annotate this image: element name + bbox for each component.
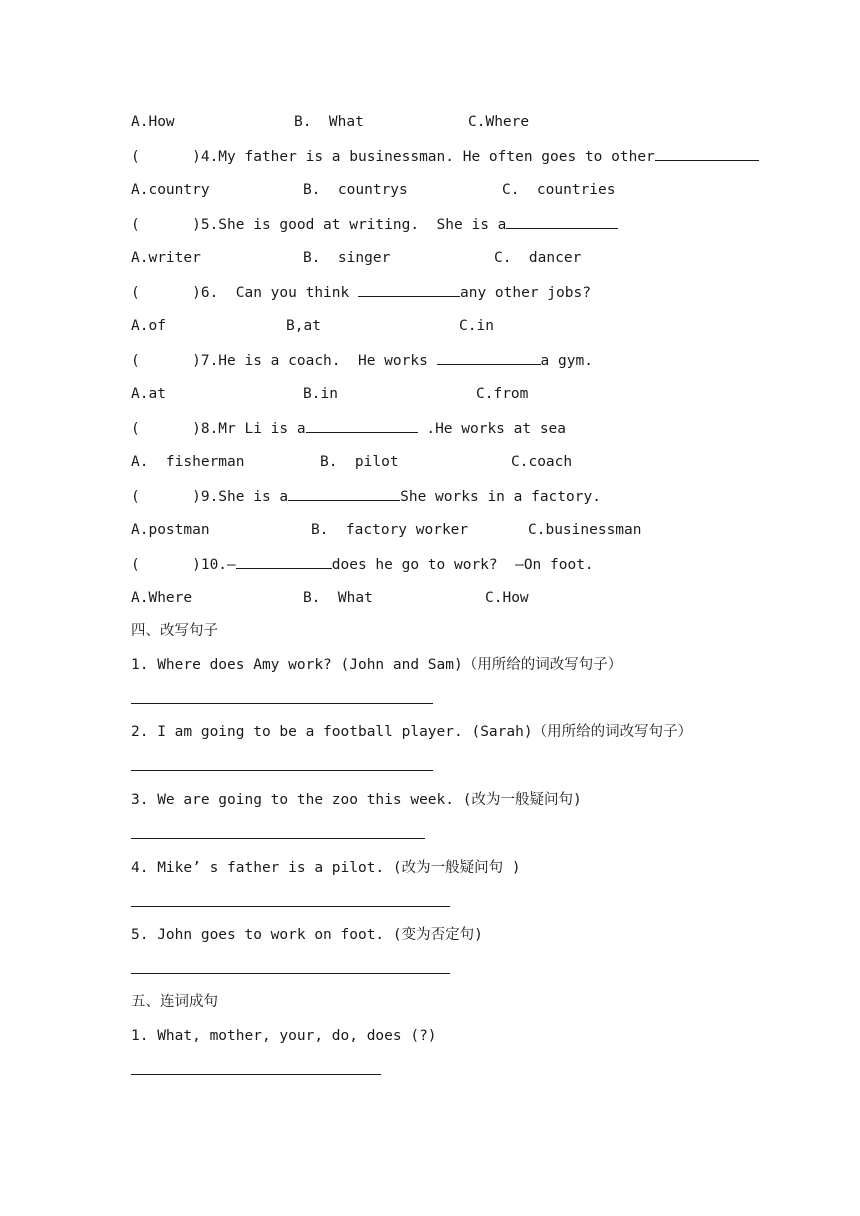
question-10-suffix: does he go to work? —On foot. bbox=[331, 557, 594, 573]
q5-option-a: A.writer bbox=[131, 250, 201, 266]
answer-line[interactable] bbox=[131, 838, 425, 839]
rewrite-item-2: 2. I am going to be a football player. (Sarah)（用所给的词改写句子） bbox=[131, 724, 693, 740]
rewrite-item-5: 5. John goes to work on foot. (变为否定句) bbox=[131, 927, 483, 943]
q8-option-c: C.coach bbox=[511, 454, 573, 470]
answer-blank[interactable] bbox=[288, 486, 400, 501]
answer-line[interactable] bbox=[131, 973, 450, 974]
answer-blank[interactable] bbox=[655, 146, 759, 161]
question-7-suffix: a gym. bbox=[540, 353, 593, 369]
reorder-item-1: 1. What, mother, your, do, does (?) bbox=[131, 1028, 437, 1044]
question-4 bbox=[131, 146, 759, 167]
question-9-text: ( )9.She is a bbox=[131, 489, 289, 505]
q4-option-c: C. countries bbox=[502, 182, 616, 198]
question-8-suffix: .He works at sea bbox=[417, 421, 567, 437]
question-9 bbox=[131, 486, 601, 507]
rewrite-item-1: 1. Where does Amy work? (John and Sam)（用所给的词改写句子） bbox=[131, 657, 623, 673]
question-8 bbox=[131, 418, 566, 439]
q5-option-c: C. dancer bbox=[494, 250, 582, 266]
q7-option-a: A.at bbox=[131, 386, 166, 402]
q3-option-c: C.Where bbox=[468, 114, 530, 130]
q9-option-a: A.postman bbox=[131, 522, 210, 538]
question-8-text: ( )8.Mr Li is a bbox=[131, 421, 306, 437]
question-10 bbox=[131, 554, 594, 575]
q8-option-a: A. fisherman bbox=[131, 454, 245, 470]
question-5 bbox=[131, 214, 618, 235]
answer-blank[interactable] bbox=[306, 418, 418, 433]
question-10-text: ( )10.— bbox=[131, 557, 236, 573]
question-6-suffix: any other jobs? bbox=[459, 285, 591, 301]
question-7 bbox=[131, 350, 593, 371]
q7-option-b: B.in bbox=[303, 386, 338, 402]
answer-blank[interactable] bbox=[236, 554, 332, 569]
q10-option-a: A.Where bbox=[131, 590, 193, 606]
q3-option-b: B. What bbox=[294, 114, 364, 130]
q6-option-a: A.of bbox=[131, 318, 166, 334]
rewrite-item-4: 4. Mike’ s father is a pilot. (改为一般疑问句 ) bbox=[131, 860, 521, 876]
answer-blank[interactable] bbox=[506, 214, 618, 229]
q10-option-b: B. What bbox=[303, 590, 373, 606]
section-4-title: 四、改写句子 bbox=[131, 623, 218, 639]
section-5-title: 五、连词成句 bbox=[131, 994, 218, 1010]
answer-line[interactable] bbox=[131, 770, 433, 771]
q6-option-c: C.in bbox=[459, 318, 494, 334]
q9-option-b: B. factory worker bbox=[311, 522, 469, 538]
answer-line[interactable] bbox=[131, 703, 433, 704]
q4-option-b: B. countrys bbox=[303, 182, 408, 198]
q10-option-c: C.How bbox=[485, 590, 529, 606]
q6-option-b: B,at bbox=[286, 318, 321, 334]
q5-option-b: B. singer bbox=[303, 250, 391, 266]
question-5-text: ( )5.She is good at writing. She is a bbox=[131, 217, 507, 233]
question-7-text: ( )7.He is a coach. He works bbox=[131, 353, 437, 369]
answer-line[interactable] bbox=[131, 1074, 381, 1075]
question-4-text: ( )4.My father is a businessman. He often goes to other bbox=[131, 149, 655, 165]
q3-option-a: A.How bbox=[131, 114, 175, 130]
q9-option-c: C.businessman bbox=[528, 522, 642, 538]
question-6-text: ( )6. Can you think bbox=[131, 285, 358, 301]
question-6 bbox=[131, 282, 591, 303]
answer-blank[interactable] bbox=[358, 282, 460, 297]
question-9-suffix: She works in a factory. bbox=[400, 489, 601, 505]
rewrite-item-3: 3. We are going to the zoo this week. (改为一般疑问句) bbox=[131, 792, 582, 808]
q4-option-a: A.country bbox=[131, 182, 210, 198]
q7-option-c: C.from bbox=[476, 386, 529, 402]
answer-line[interactable] bbox=[131, 906, 450, 907]
q8-option-b: B. pilot bbox=[320, 454, 399, 470]
answer-blank[interactable] bbox=[437, 350, 541, 365]
